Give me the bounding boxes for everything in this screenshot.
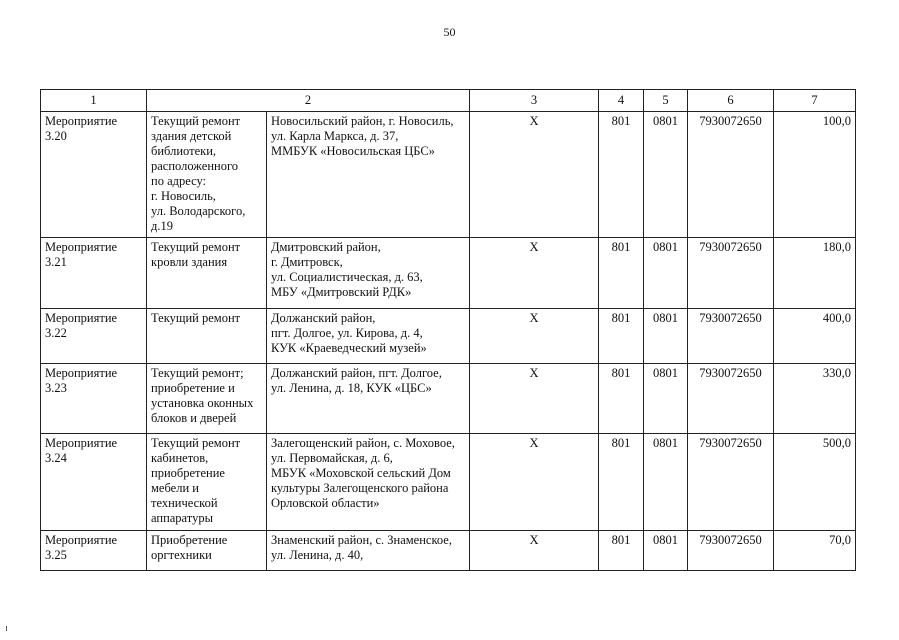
work-description-cell-line: Приобретение — [151, 533, 228, 547]
header-row — [41, 90, 856, 112]
header-col-4: 4 — [599, 90, 644, 112]
table-row — [41, 364, 856, 434]
col5-cell: 0801 — [644, 309, 688, 364]
work-description-cell-line: Текущий ремонт — [151, 436, 241, 450]
col4-cell: 801 — [599, 364, 644, 434]
measure-name-cell-line: 3.25 — [45, 548, 67, 562]
address-cell-line: ул. Ленина, д. 40, — [271, 548, 364, 562]
address-cell-line: г. Дмитровск, — [271, 255, 343, 269]
work-description-cell-line: расположенного — [151, 159, 239, 173]
work-description-cell-line: кабинетов, — [151, 451, 209, 465]
work-description-cell-line: установка оконных — [151, 396, 254, 410]
measure-name-cell — [41, 309, 147, 364]
work-description-cell — [147, 364, 267, 434]
amount-cell: 400,0 — [774, 309, 856, 364]
address-cell-line: Новосильский район, г. Новосиль, — [271, 114, 454, 128]
measure-name-cell — [41, 112, 147, 238]
col6-cell: 7930072650 — [688, 112, 774, 238]
work-description-cell — [147, 112, 267, 238]
address-cell-line: ул. Ленина, д. 18, КУК «ЦБС» — [271, 381, 432, 395]
address-cell-line: культуры Залегощенского района — [271, 481, 449, 495]
work-description-cell — [147, 434, 267, 531]
measure-name-cell — [41, 434, 147, 531]
address-cell — [267, 364, 470, 434]
col3-cell: Х — [470, 112, 599, 238]
amount-cell: 100,0 — [774, 112, 856, 238]
work-description-cell-line: кровли здания — [151, 255, 228, 269]
address-cell-line: Знаменский район, с. Знаменское, — [271, 533, 452, 547]
address-cell — [267, 238, 470, 309]
col5-cell: 0801 — [644, 112, 688, 238]
work-description-cell-line: мебели и — [151, 481, 199, 495]
table-row — [41, 112, 856, 238]
work-description-cell — [147, 531, 267, 571]
scan-mark — [6, 626, 7, 631]
col5-cell: 0801 — [644, 434, 688, 531]
measure-name-cell-line: Мероприятие — [45, 240, 118, 254]
work-description-cell-line: оргтехники — [151, 548, 212, 562]
header-col-2: 2 — [147, 90, 470, 112]
work-description-cell-line: здания детской — [151, 129, 232, 143]
table-row — [41, 309, 856, 364]
work-description-cell-line: технической — [151, 496, 218, 510]
amount-cell: 330,0 — [774, 364, 856, 434]
measure-name-cell-line: 3.24 — [45, 451, 67, 465]
table-row — [41, 531, 856, 571]
page-number: 50 — [443, 25, 456, 39]
col5-cell: 0801 — [644, 364, 688, 434]
amount-cell: 180,0 — [774, 238, 856, 309]
table-body — [41, 112, 856, 571]
col4-cell: 801 — [599, 434, 644, 531]
work-description-cell-line: Текущий ремонт; — [151, 366, 244, 380]
work-description-cell-line: Текущий ремонт — [151, 311, 241, 325]
work-description-cell-line: по адресу: — [151, 174, 207, 188]
address-cell-line: ул. Социалистическая, д. 63, — [271, 270, 423, 284]
work-description-cell-line: д.19 — [151, 219, 173, 233]
work-description-cell-line: ул. Володарского, — [151, 204, 246, 218]
header-col-7: 7 — [774, 90, 856, 112]
measure-name-cell-line: Мероприятие — [45, 311, 118, 325]
col6-cell: 7930072650 — [688, 238, 774, 309]
measure-name-cell-line: Мероприятие — [45, 366, 118, 380]
col3-cell: Х — [470, 434, 599, 531]
address-cell-line: Дмитровский район, — [271, 240, 381, 254]
col3-cell: Х — [470, 309, 599, 364]
col4-cell: 801 — [599, 531, 644, 571]
measure-name-cell-line: Мероприятие — [45, 436, 118, 450]
measure-name-cell-line: Мероприятие — [45, 533, 118, 547]
amount-cell: 500,0 — [774, 434, 856, 531]
work-description-cell-line: приобретение — [151, 466, 225, 480]
work-description-cell-line: библиотеки, — [151, 144, 217, 158]
address-cell-line: МБУ «Дмитровский РДК» — [271, 285, 412, 299]
col6-cell: 7930072650 — [688, 309, 774, 364]
address-cell — [267, 531, 470, 571]
col4-cell: 801 — [599, 112, 644, 238]
col6-cell: 7930072650 — [688, 434, 774, 531]
address-cell-line: ул. Карла Маркса, д. 37, — [271, 129, 399, 143]
measure-name-cell-line: 3.22 — [45, 326, 67, 340]
measure-name-cell-line: 3.21 — [45, 255, 67, 269]
col6-cell: 7930072650 — [688, 531, 774, 571]
address-cell-line: ММБУК «Новосильская ЦБС» — [271, 144, 435, 158]
address-cell-line: МБУК «Моховской сельский Дом — [271, 466, 451, 480]
col5-cell: 0801 — [644, 531, 688, 571]
col4-cell: 801 — [599, 238, 644, 309]
measure-name-cell — [41, 364, 147, 434]
address-cell-line: КУК «Краеведческий музей» — [271, 341, 427, 355]
col3-cell: Х — [470, 238, 599, 309]
work-description-cell-line: аппаратуры — [151, 511, 213, 525]
address-cell-line: ул. Первомайская, д. 6, — [271, 451, 393, 465]
address-cell-line: Должанский район, — [271, 311, 376, 325]
work-description-cell-line: Текущий ремонт — [151, 240, 241, 254]
work-description-cell — [147, 309, 267, 364]
work-description-cell-line: Текущий ремонт — [151, 114, 241, 128]
address-cell — [267, 112, 470, 238]
col6-cell: 7930072650 — [688, 364, 774, 434]
col3-cell: Х — [470, 531, 599, 571]
measure-name-cell — [41, 531, 147, 571]
address-cell-line: Залегощенский район, с. Моховое, — [271, 436, 455, 450]
measure-name-cell-line: 3.23 — [45, 381, 67, 395]
header-col-1: 1 — [41, 90, 147, 112]
col4-cell: 801 — [599, 309, 644, 364]
col5-cell: 0801 — [644, 238, 688, 309]
address-cell-line: пгт. Долгое, ул. Кирова, д. 4, — [271, 326, 423, 340]
address-cell — [267, 309, 470, 364]
address-cell-line: Должанский район, пгт. Долгое, — [271, 366, 442, 380]
measure-name-cell-line: Мероприятие — [45, 114, 118, 128]
address-cell-line: Орловской области» — [271, 496, 380, 510]
work-description-cell-line: приобретение и — [151, 381, 235, 395]
amount-cell: 70,0 — [774, 531, 856, 571]
header-col-5: 5 — [644, 90, 688, 112]
col3-cell: Х — [470, 364, 599, 434]
measure-name-cell-line: 3.20 — [45, 129, 67, 143]
work-description-cell-line: г. Новосиль, — [151, 189, 216, 203]
address-cell — [267, 434, 470, 531]
header-col-3: 3 — [470, 90, 599, 112]
table-row — [41, 434, 856, 531]
measures-table — [40, 89, 856, 571]
measure-name-cell — [41, 238, 147, 309]
header-col-6: 6 — [688, 90, 774, 112]
work-description-cell — [147, 238, 267, 309]
table-row — [41, 238, 856, 309]
work-description-cell-line: блоков и дверей — [151, 411, 237, 425]
